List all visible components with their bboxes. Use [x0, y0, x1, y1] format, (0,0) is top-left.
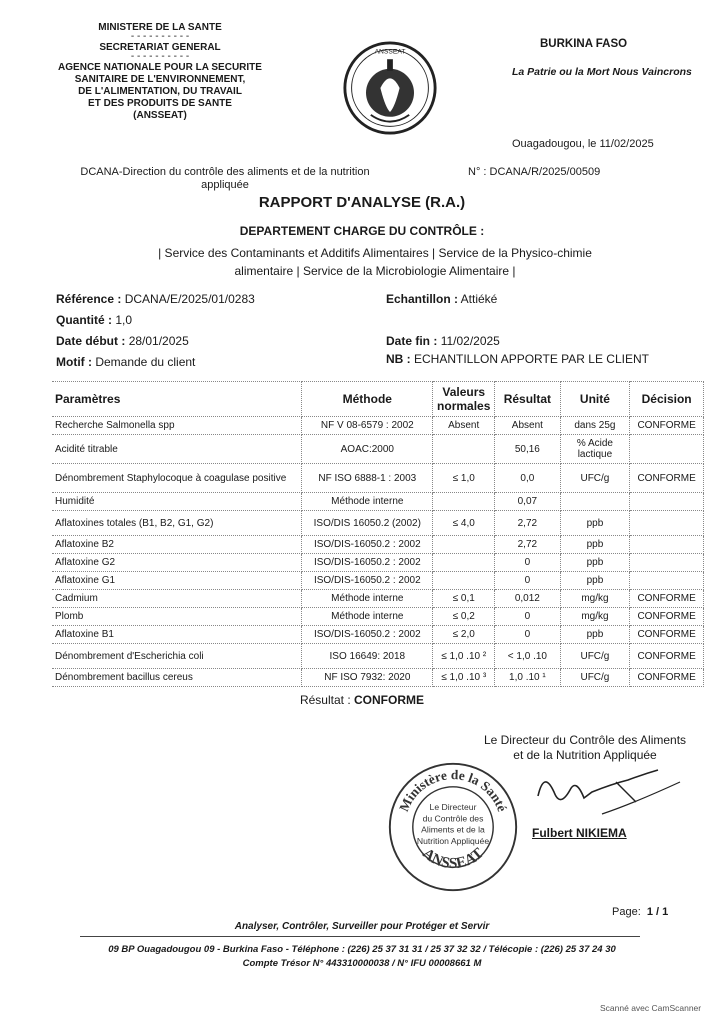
- report-title: RAPPORT D'ANALYSE (R.A.): [258, 194, 466, 211]
- motive-field: Motif : Demande du client: [56, 355, 196, 369]
- end-date-value: 11/02/2025: [440, 334, 500, 348]
- agency-line-4: ET DES PRODUITS DE SANTE: [88, 98, 232, 109]
- table-row: Aflatoxine G2 ISO/DIS-16050.2 : 2002 0 ppb: [52, 554, 704, 572]
- table-header-row: [52, 382, 704, 417]
- report-number: N° : DCANA/R/2025/00509: [468, 166, 601, 178]
- table-row: Plomb Méthode interne ≤ 0,2 0 mg/kg CONFORME: [52, 608, 704, 626]
- motive-value: Demande du client: [95, 355, 196, 369]
- stamp-outer-text: Ministère de la Santé: [396, 767, 510, 814]
- reference-field: Référence : DCANA/E/2025/01/0283: [56, 292, 255, 306]
- department-heading: DEPARTEMENT CHARGE DU CONTRÔLE :: [239, 224, 485, 238]
- country-name: BURKINA FASO: [540, 38, 628, 50]
- ansseat-emblem-logo: [342, 40, 438, 136]
- overall-result: [0, 693, 724, 707]
- agency-line-3: DE L'ALIMENTATION, DU TRAVAIL: [78, 86, 242, 97]
- table-row: Aflatoxine B1 ISO/DIS-16050.2 : 2002 ≤ 2,0 0 ppb CONFORME: [52, 626, 704, 644]
- table-row: Aflatoxines totales (B1, B2, G1, G2) ISO/DIS 16050.2 (2002) ≤ 4,0 2,72 ppb: [52, 511, 704, 536]
- scanner-watermark: Scanné avec CamScanner: [600, 1003, 702, 1013]
- secretariat-name: SECRETARIAT GENERAL: [99, 42, 221, 53]
- signatory-title: Le Directeur du Contrôle des Aliments et de la Nutrition Appliquée: [483, 733, 687, 762]
- header-unite: Unité: [560, 382, 630, 417]
- sample-value: Attiéké: [460, 292, 498, 306]
- header-methode: Méthode: [302, 382, 433, 417]
- table-row: Humidité Méthode interne 0,07: [52, 493, 704, 511]
- official-stamp-seal: [386, 760, 520, 894]
- svg-text:Le Directeur: Le Directeur: [429, 801, 477, 812]
- national-motto: La Patrie ou la Mort Nous Vaincrons: [512, 66, 692, 78]
- place-date: Ouagadougou, le 11/02/2025: [512, 138, 654, 150]
- table-row: Cadmium Méthode interne ≤ 0,1 0,012 mg/kg CONFORME: [52, 590, 704, 608]
- table-row: Dénombrement d'Escherichia coli ISO 16649: 2018 ≤ 1,0 .10 ² < 1,0 .10 UFC/g CONFORME: [52, 644, 704, 669]
- agency-line-2: SANITAIRE DE L'ENVIRONNEMENT,: [74, 74, 246, 85]
- quantity-value: 1,0: [115, 313, 133, 327]
- svg-text:Aliments et de la: Aliments et de la: [421, 824, 485, 835]
- table-row: Aflatoxine B2 ISO/DIS-16050.2 : 2002 2,72 ppb: [52, 536, 704, 554]
- direction-name: DCANA-Direction du contrôle des aliments et de la nutrition appliquée: [80, 166, 370, 191]
- stamp-bottom-text: ANSSEAT: [419, 844, 487, 873]
- table-row: Dénombrement Staphylocoque à coagulase positive NF ISO 6888-1 : 2003 ≤ 1,0 0,0 UFC/g CONFORME: [52, 464, 704, 493]
- end-date-field: Date fin : 11/02/2025: [386, 334, 500, 348]
- header-valeurs-normales: Valeurs normales: [433, 382, 495, 417]
- start-date-field: Date début : 28/01/2025: [56, 334, 189, 348]
- header-parametres: Paramètres: [52, 382, 302, 417]
- svg-text:Nutrition Appliquée: Nutrition Appliquée: [416, 836, 490, 847]
- page-number: Page: 1 / 1: [612, 906, 669, 918]
- footer-address: 09 BP Ouagadougou 09 - Burkina Faso - Téléphone : (226) 25 37 31 31 / 25 37 32 32 / Télécopie : (226) 25 37 24 30 Compte Trésor N° 443310000038 / N° IFU 00008661 M: [108, 944, 616, 969]
- svg-text:du Contrôle des: du Contrôle des: [422, 813, 484, 824]
- handwritten-signature: [532, 762, 682, 822]
- result-label: Résultat :: [299, 693, 351, 707]
- quantity-field: Quantité : 1,0: [56, 313, 133, 327]
- reference-value: DCANA/E/2025/01/0283: [124, 292, 255, 306]
- emblem-text: ANSSEAT: [374, 48, 406, 56]
- services-list: | Service des Contaminants et Additifs Alimentaires | Service de la Physico-chimie alimentaire | Service de la Microbiologie Alimentaire |: [158, 246, 592, 278]
- result-value: CONFORME: [354, 693, 425, 707]
- header-decision: Décision: [630, 382, 704, 417]
- table-row: Aflatoxine G1 ISO/DIS-16050.2 : 2002 0 ppb: [52, 572, 704, 590]
- table-row: Dénombrement bacillus cereus NF ISO 7932: 2020 ≤ 1,0 .10 ³ 1,0 .10 ¹ UFC/g CONFORME: [52, 669, 704, 687]
- start-date-value: 28/01/2025: [128, 334, 189, 348]
- agency-line-1: AGENCE NATIONALE POUR LA SECURITE: [58, 62, 262, 73]
- svg-text:ANSSEAT: [419, 845, 487, 872]
- header-resultat: Résultat: [495, 382, 561, 417]
- signatory-name: Fulbert NIKIEMA: [532, 826, 627, 840]
- table-row: Recherche Salmonella spp NF V 08-6579 : 2002 Absent Absent dans 25g CONFORME: [52, 417, 704, 435]
- sample-field: Echantillon : Attiéké: [386, 292, 498, 306]
- agency-line-5: (ANSSEAT): [133, 110, 187, 121]
- ministry-name: MINISTERE DE LA SANTE: [98, 22, 222, 33]
- footer-slogan: Analyser, Contrôler, Surveiller pour Protéger et Servir: [234, 921, 490, 932]
- footer-divider: [80, 936, 640, 937]
- nb-value: ECHANTILLON APPORTE PAR LE CLIENT: [414, 352, 649, 366]
- ministry-header: MINISTERE DE LA SANTE - - - - - - - - - - SECRETARIAT GENERAL - - - - - - - - - - AGENCE NATIONALE POUR LA SECURITE SANITAIRE DE L'ENVIRONNEMENT, DE L'ALIMENTATION, DU TRAVAIL ET DES PRODUITS DE SANTE (ANSSEAT): [40, 22, 280, 122]
- analysis-results-table: [52, 381, 704, 687]
- table-row: Acidité titrable AOAC:2000 50,16 % Acide lactique: [52, 435, 704, 464]
- nb-field: NB : ECHANTILLON APPORTE PAR LE CLIENT: [386, 352, 649, 366]
